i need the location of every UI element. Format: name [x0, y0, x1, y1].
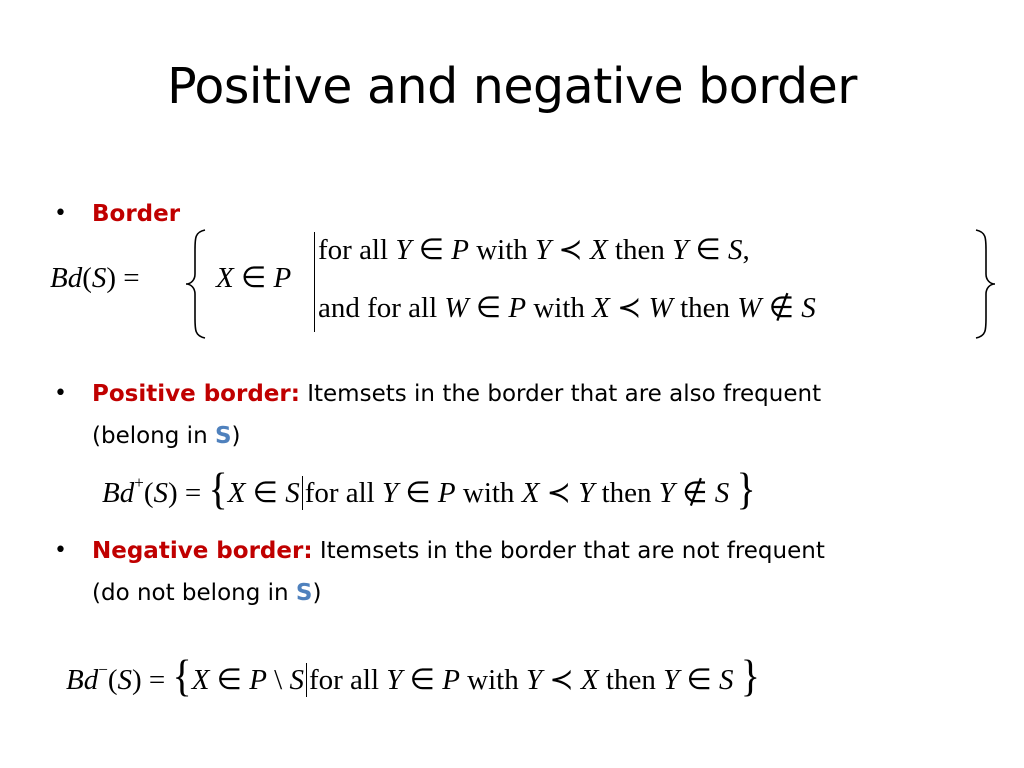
bd-row2: and for all W ∈ P with X ≺ W then W ∉ S [318, 292, 816, 324]
negative-border-desc: Itemsets in the border that are not frequent [312, 538, 825, 564]
bullet-dot: • [54, 538, 67, 563]
border-label: Border [92, 201, 181, 227]
negative-border-line1 [92, 540, 825, 563]
bd-set-var: X ∈ P [216, 262, 292, 294]
positive-border-label: Positive border: [92, 381, 300, 407]
bullet-dot: • [54, 381, 67, 406]
positive-border-line1 [92, 383, 821, 406]
bd-lhs: Bd(S) = [50, 262, 140, 294]
negative-border-line2: (do not belong in S) [92, 580, 322, 606]
formula-negative-border: Bd−(S) = {X ∈ P \ S for all Y ∈ P with Y ≺ X then Y ∈ S } [66, 650, 760, 701]
set-s: S [295, 580, 313, 606]
formula-positive-border: Bd+(S) = {X ∈ S for all Y ∈ P with X ≺ Y then Y ∉ S } [102, 463, 756, 514]
set-s: S [214, 423, 232, 449]
right-brace-icon [972, 228, 998, 340]
left-brace-icon [183, 228, 209, 340]
negative-border-label: Negative border: [92, 538, 313, 564]
bd-separator [314, 232, 315, 332]
positive-border-line2: (belong in S) [92, 423, 241, 449]
slide-title: Positive and negative border [167, 58, 857, 115]
positive-border-desc: Itemsets in the border that are also frequent [299, 381, 822, 407]
bd-row1: for all Y ∈ P with Y ≺ X then Y ∈ S, [318, 234, 750, 266]
bullet-dot: • [54, 201, 67, 226]
